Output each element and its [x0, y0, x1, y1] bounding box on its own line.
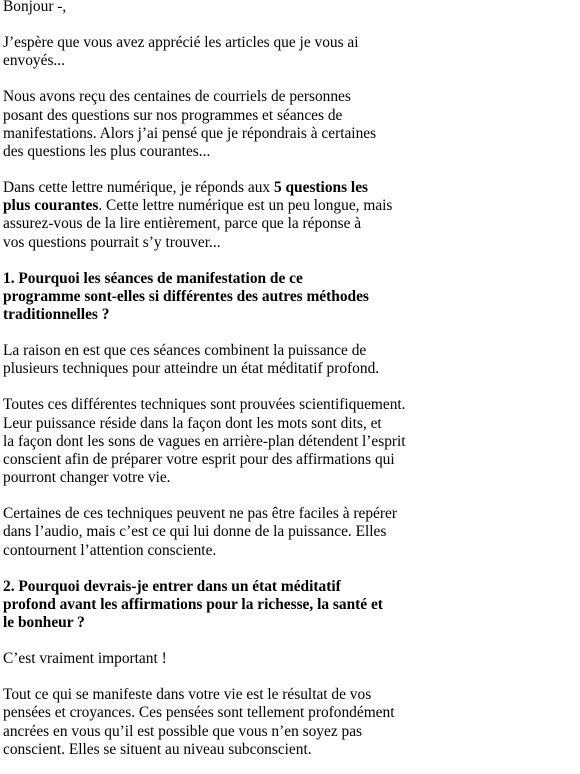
text-line: Toutes ces différentes techniques sont prouvées scientifiquement. — [3, 396, 406, 414]
text-line: Leur puissance réside dans la façon dont les mots sont dits, et — [3, 414, 382, 432]
text-line — [3, 179, 573, 197]
text-line: pensées et croyances. Ces pensées sont tellement profondément — [3, 704, 395, 722]
paragraph-gap — [3, 16, 573, 34]
text-line: conscient. Elles se situent au niveau subconscient. — [3, 740, 312, 758]
answer-2-paragraph-2 — [3, 686, 573, 759]
paragraph-gap — [3, 632, 573, 650]
text-line: programme sont-elles si différentes des autres méthodes — [3, 287, 369, 305]
question-1-heading — [3, 270, 573, 325]
text-line: posant des questions sur nos programmes et séances de — [3, 106, 343, 124]
answer-1-paragraph-3 — [3, 505, 573, 560]
text-line: La raison en est que ces séances combinent la puissance de — [3, 342, 367, 360]
paragraph-gap — [3, 668, 573, 686]
text-line: conscient afin de préparer votre esprit pour des affirmations qui — [3, 450, 395, 468]
question-2-heading — [3, 578, 573, 633]
text-line: envoyés... — [3, 52, 65, 70]
bold-text: 5 questions les — [273, 178, 369, 196]
received-paragraph — [3, 88, 573, 161]
text-line: pourront changer votre vie. — [3, 469, 171, 487]
text-run: . Cette lettre numérique est un peu longue, mais — [98, 197, 393, 215]
text-line: plusieurs techniques pour atteindre un état méditatif profond. — [3, 360, 380, 378]
paragraph-gap — [3, 560, 573, 578]
email-body — [3, 0, 573, 759]
text-run: Dans cette lettre numérique, je réponds aux — [3, 178, 274, 196]
text-line: assurez-vous de la lire entièrement, parce que la réponse à — [3, 215, 362, 233]
text-line: Tout ce qui se manifeste dans votre vie est le résultat de vos — [3, 686, 372, 704]
answer-1-paragraph-2 — [3, 396, 573, 487]
text-line: 2. Pourquoi devrais-je entrer dans un état méditatif — [3, 577, 341, 595]
text-line: J’espère que vous avez apprécié les articles que je vous ai — [3, 34, 359, 52]
text-line: profond avant les affirmations pour la richesse, la santé et — [3, 595, 383, 613]
letter-paragraph — [3, 179, 573, 252]
answer-2-paragraph-1: C’est vraiment important ! — [3, 650, 167, 668]
text-line: Nous avons reçu des centaines de courriels de personnes — [3, 88, 351, 106]
paragraph-gap — [3, 487, 573, 505]
paragraph-gap — [3, 378, 573, 396]
text-line: vos questions pourrait s’y trouver... — [3, 233, 221, 251]
bold-text: plus courantes — [3, 197, 99, 215]
text-line: des questions les plus courantes... — [3, 142, 211, 160]
greeting: Bonjour -, — [3, 0, 67, 15]
text-line: ancrées en vous qu’il est possible que vous n’en soyez pas — [3, 722, 363, 740]
text-line: manifestations. Alors j’ai pensé que je répondrais à certaines — [3, 124, 377, 142]
text-line: dans l’audio, mais c’est ce qui lui donne de la puissance. Elles — [3, 523, 387, 541]
paragraph-gap — [3, 70, 573, 88]
text-line: traditionnelles ? — [3, 306, 110, 323]
text-line: Certaines de ces techniques peuvent ne pas être faciles à repérer — [3, 505, 397, 523]
paragraph-gap — [3, 324, 573, 342]
paragraph-gap — [3, 161, 573, 179]
intro-paragraph — [3, 34, 573, 70]
answer-1-paragraph-1 — [3, 342, 573, 378]
text-line: le bonheur ? — [3, 614, 85, 631]
text-line: la façon dont les sons de vagues en arrière-plan détendent l’esprit — [3, 432, 406, 450]
text-line — [3, 197, 573, 215]
text-line: 1. Pourquoi les séances de manifestation de ce — [3, 269, 303, 287]
paragraph-gap — [3, 252, 573, 270]
text-line: contournent l’attention consciente. — [3, 541, 217, 559]
